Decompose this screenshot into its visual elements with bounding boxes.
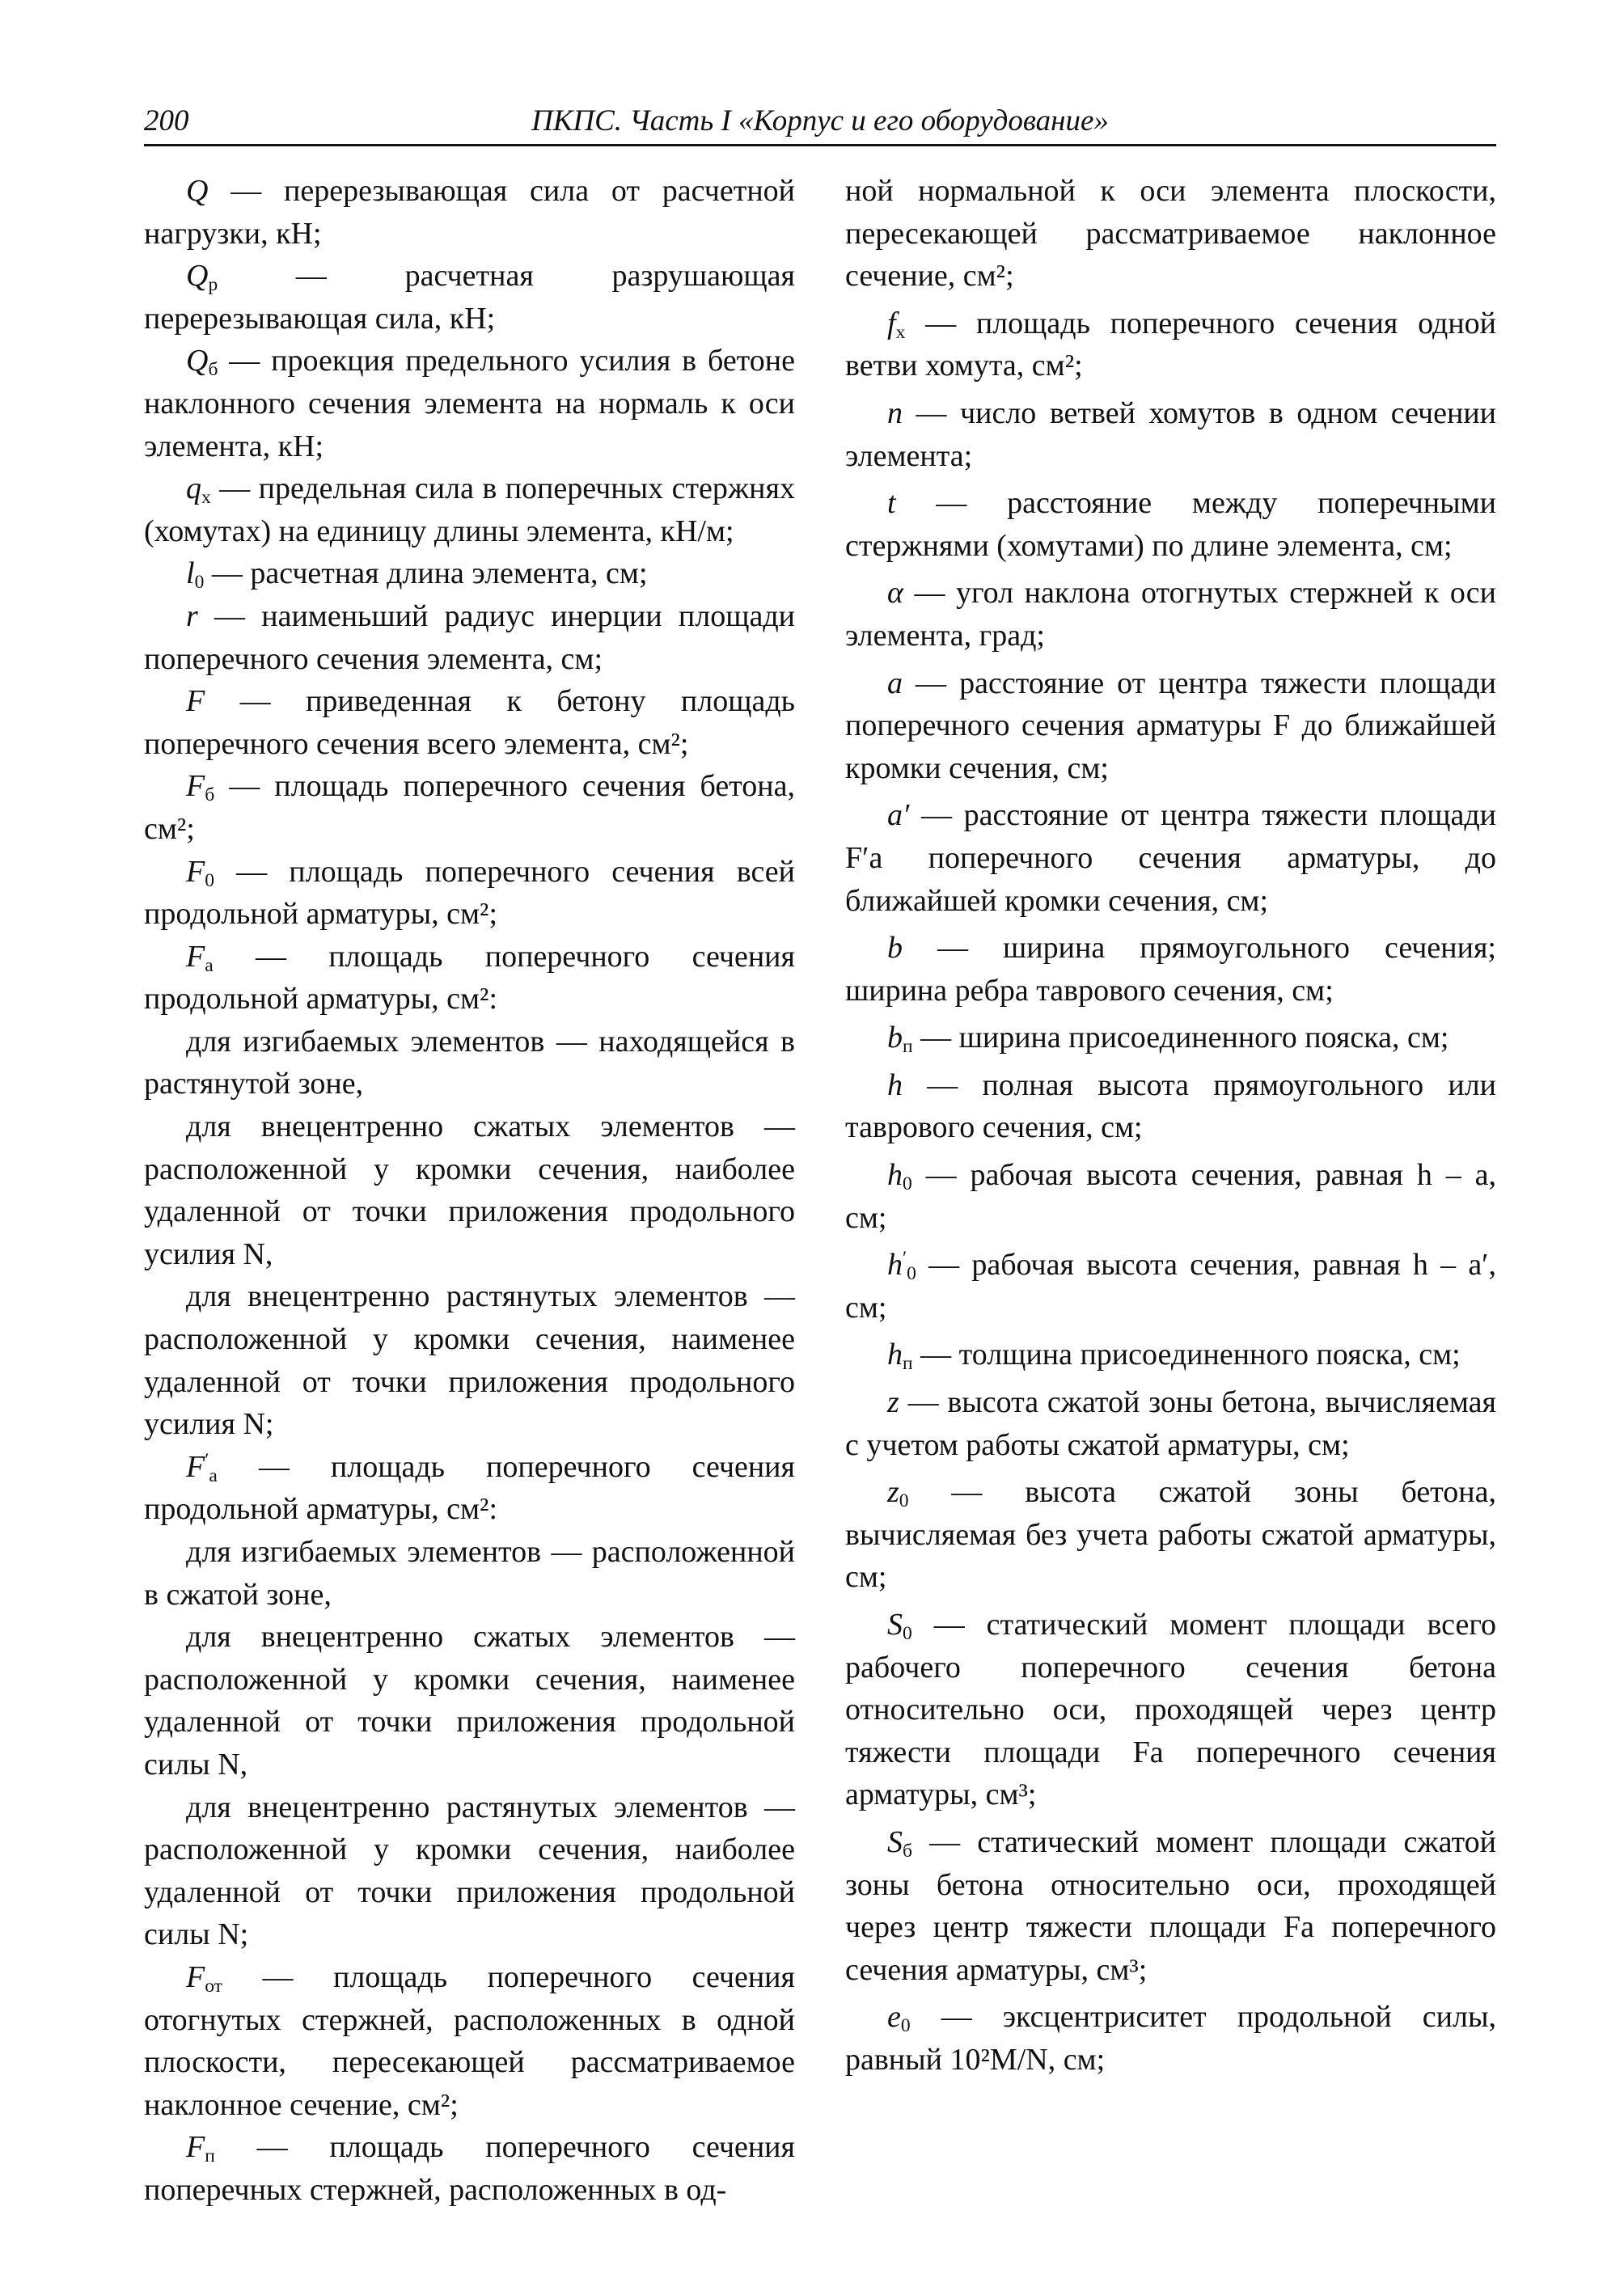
definition-paragraph [144, 1275, 795, 1445]
definition-paragraph [144, 1531, 795, 1616]
symbol: F [186, 1449, 205, 1484]
definition-text: — площадь поперечного сечения одной ветви хомута, см²; [845, 306, 1496, 383]
right-column [845, 170, 1496, 2082]
definition-paragraph [845, 927, 1496, 1012]
symbol-subscript: р [208, 274, 218, 296]
symbol: h [887, 1158, 903, 1193]
running-header [144, 104, 1496, 146]
symbol: Q [186, 259, 209, 294]
symbol: a [887, 666, 903, 700]
definition-text: — площадь поперечного сечения поперечных стержней, расположенных в од- [144, 2130, 795, 2207]
definition-paragraph [144, 255, 795, 340]
definition-paragraph [144, 1446, 795, 1531]
definition-text: для внецентренно сжатых элементов — расположенной у кромки сечения, наиболее удаленной от точки приложения продольного усилия N, [144, 1110, 795, 1271]
symbol: z [887, 1385, 899, 1420]
definition-paragraph [845, 1996, 1496, 2081]
definition-text: — расчетная разрушающая перерезывающая сила, кН; [144, 259, 795, 336]
definition-text: — расстояние между поперечными стержнями (хомутами) по длине элемента, см; [845, 486, 1496, 563]
symbol-subscript: 0 [194, 572, 205, 594]
definition-text: — площадь поперечного сечения всей продольной арматуры, см²; [144, 854, 795, 932]
symbol-superscript: ′ [205, 1449, 209, 1471]
symbol: h [887, 1067, 903, 1102]
symbol-subscript: 0 [900, 2015, 911, 2037]
definition-paragraph [845, 1471, 1496, 1599]
definition-text: — статический момент площади сжатой зоны бетона относительно оси, проходящей через центр тяжести площади Fа поперечного сечения арматуры, см³; [845, 1824, 1496, 1987]
definition-text: — перерезывающая сила от расчетной нагрузки, кН; [144, 174, 795, 251]
definition-text: для изгибаемых элементов — находящейся в растянутой зоне, [144, 1024, 795, 1101]
symbol-subscript: 0 [899, 1490, 909, 1512]
symbol-subscript: б [903, 1840, 912, 1862]
definition-text: — площадь поперечного сечения бетона, см²; [144, 769, 795, 846]
definition-paragraph [144, 765, 795, 850]
definition-paragraph [845, 1334, 1496, 1376]
symbol: F [186, 769, 205, 804]
definition-paragraph [144, 340, 795, 467]
definition-paragraph [144, 467, 795, 552]
definition-paragraph [144, 595, 795, 680]
definition-text: — рабочая высота сечения, равная h – a′, см; [845, 1248, 1496, 1325]
symbol: F [186, 939, 205, 974]
definition-text: — проекция предельного усилия в бетоне наклонного сечения элемента на нормаль к оси элемента, кН; [144, 344, 795, 463]
definition-text: — рабочая высота сечения, равная h – a, см; [845, 1158, 1496, 1235]
symbol-subscript: а [205, 954, 214, 976]
symbol-subscript: б [205, 784, 215, 806]
definition-paragraph [144, 1956, 795, 2126]
symbol-subscript: х [895, 321, 906, 343]
symbol: e [887, 2000, 901, 2035]
symbol: h [887, 1248, 903, 1283]
symbol: S [887, 1824, 903, 1859]
symbol: S [887, 1608, 903, 1642]
definition-paragraph [144, 1105, 795, 1275]
definition-paragraph [845, 482, 1496, 567]
definition-paragraph [845, 1244, 1496, 1329]
symbol-subscript: 0 [907, 1263, 916, 1285]
symbol-subscript: х [201, 487, 211, 509]
definition-paragraph [845, 662, 1496, 790]
symbol: b [887, 931, 903, 966]
definition-paragraph [845, 1154, 1496, 1239]
definition-text: — ширина присоединенного пояска, см; [912, 1021, 1449, 1055]
symbol: F [186, 2130, 205, 2165]
definition-paragraph [845, 302, 1496, 387]
running-title: ПКПС. Часть I «Корпус и его оборудование» [531, 104, 1109, 137]
definition-text: — расстояние от центра тяжести площади поперечного сечения арматуры F до ближайшей кромки сечения, см; [845, 666, 1496, 785]
definition-text: — площадь поперечного сечения продольной арматуры, см²: [144, 1449, 795, 1527]
symbol-subscript: а [209, 1465, 218, 1486]
symbol: n [887, 395, 903, 430]
symbol: z [887, 1475, 899, 1510]
symbol: t [887, 486, 896, 521]
definition-paragraph [845, 794, 1496, 922]
symbol-subscript: б [208, 359, 218, 381]
definition-text: ной нормальной к оси элемента плоскости, пересекающей рассматриваемое наклонное сечение, см²; [845, 174, 1496, 294]
definition-text: — расчетная длина элемента, см; [204, 556, 648, 591]
definition-paragraph [144, 680, 795, 765]
symbol-subscript: 0 [903, 1173, 912, 1194]
definition-paragraph [144, 1786, 795, 1956]
definition-text: — статический момент площади всего рабочего поперечного сечения бетона относительно оси, проходящей через центр тяжести площади Fa поперечного сечения арматуры, см³; [845, 1608, 1496, 1812]
symbol: l [186, 556, 195, 591]
symbol: F [186, 854, 205, 889]
definition-text: — эксцентриситет продольной силы, равный 10²M/N, см; [845, 2000, 1496, 2077]
symbol: b [887, 1021, 903, 1055]
definition-paragraph [144, 851, 795, 936]
definition-paragraph [845, 1604, 1496, 1816]
definition-text: для внецентренно растянутых элементов — расположенной у кромки сечения, наиболее удаленной от точки приложения продольной силы N; [144, 1790, 795, 1952]
definition-text: — приведенная к бетону площадь поперечного сечения всего элемента, см²; [144, 684, 795, 761]
definition-text: — высота сжатой зоны бетона, вычисляемая с учетом работы сжатой арматуры, см; [845, 1385, 1496, 1462]
definition-paragraph [845, 392, 1496, 477]
definition-paragraph [144, 2126, 795, 2211]
definition-text: — наименьший радиус инерции площади поперечного сечения элемента, см; [144, 598, 795, 676]
definition-text: для внецентренно растянутых элементов — расположенной у кромки сечения, наименее удаленной от точки приложения продольного усилия N; [144, 1279, 795, 1442]
symbol-subscript: 0 [903, 1622, 912, 1644]
definition-text: — угол наклона отогнутых стержней к оси элемента, град; [845, 576, 1496, 653]
definition-text: — расстояние от центра тяжести площади F′а поперечного сечения арматуры, до ближайшей кромки сечения, см; [845, 798, 1496, 918]
definition-paragraph [144, 936, 795, 1021]
definition-paragraph [845, 1821, 1496, 1991]
symbol-subscript: п [903, 1353, 913, 1375]
definition-text: для внецентренно сжатых элементов — расположенной у кромки сечения, наименее удаленной от точки приложения продольной силы N, [144, 1620, 795, 1782]
page-number: 200 [144, 104, 189, 137]
definition-text: — предельная сила в поперечных стержнях (хомутах) на единицу длины элемента, кН/м; [144, 471, 795, 548]
definition-paragraph [144, 170, 795, 255]
definition-paragraph [144, 1021, 795, 1105]
definition-text: — полная высота прямоугольного или таврового сечения, см; [845, 1067, 1496, 1145]
symbol: α [887, 576, 903, 611]
definition-paragraph [845, 1017, 1496, 1059]
definition-text: — площадь поперечного сечения отогнутых стержней, расположенных в одной плоскости, пересекающей рассматриваемое наклонное сечение, см²; [144, 1959, 795, 2122]
definition-paragraph [144, 1616, 795, 1786]
symbol-superscript: ′ [903, 1248, 907, 1270]
symbol: f [887, 306, 896, 340]
definition-text: — ширина прямоугольного сечения; ширина ребра таврового сечения, см; [845, 931, 1496, 1008]
definition-text: — площадь поперечного сечения продольной арматуры, см²: [144, 939, 795, 1017]
definition-text: — высота сжатой зоны бетона, вычисляемая без учета работы сжатой арматуры, см; [845, 1475, 1496, 1595]
definition-text: — толщина присоединенного пояска, см; [912, 1338, 1461, 1372]
symbol: F [186, 684, 205, 719]
definition-paragraph [845, 1381, 1496, 1466]
symbol-subscript: п [903, 1036, 913, 1058]
definition-paragraph [845, 1064, 1496, 1149]
symbol: a′ [887, 798, 910, 833]
definition-text: — число ветвей хомутов в одном сечении элемента; [845, 395, 1496, 473]
symbol: Q [186, 344, 209, 378]
definition-text: для изгибаемых элементов — расположенной в сжатой зоне, [144, 1535, 795, 1612]
symbol: r [186, 598, 198, 633]
definition-paragraph [845, 572, 1496, 657]
symbol: h [887, 1338, 903, 1372]
definition-paragraph [845, 170, 1496, 298]
symbol-subscript: от [205, 1975, 222, 1997]
left-column [144, 170, 795, 2212]
symbol-subscript: 0 [205, 869, 214, 891]
definition-paragraph [144, 552, 795, 595]
symbol: q [186, 471, 201, 506]
symbol-subscript: п [205, 2145, 215, 2167]
symbol: F [186, 1959, 205, 1994]
symbol: Q [186, 174, 209, 208]
